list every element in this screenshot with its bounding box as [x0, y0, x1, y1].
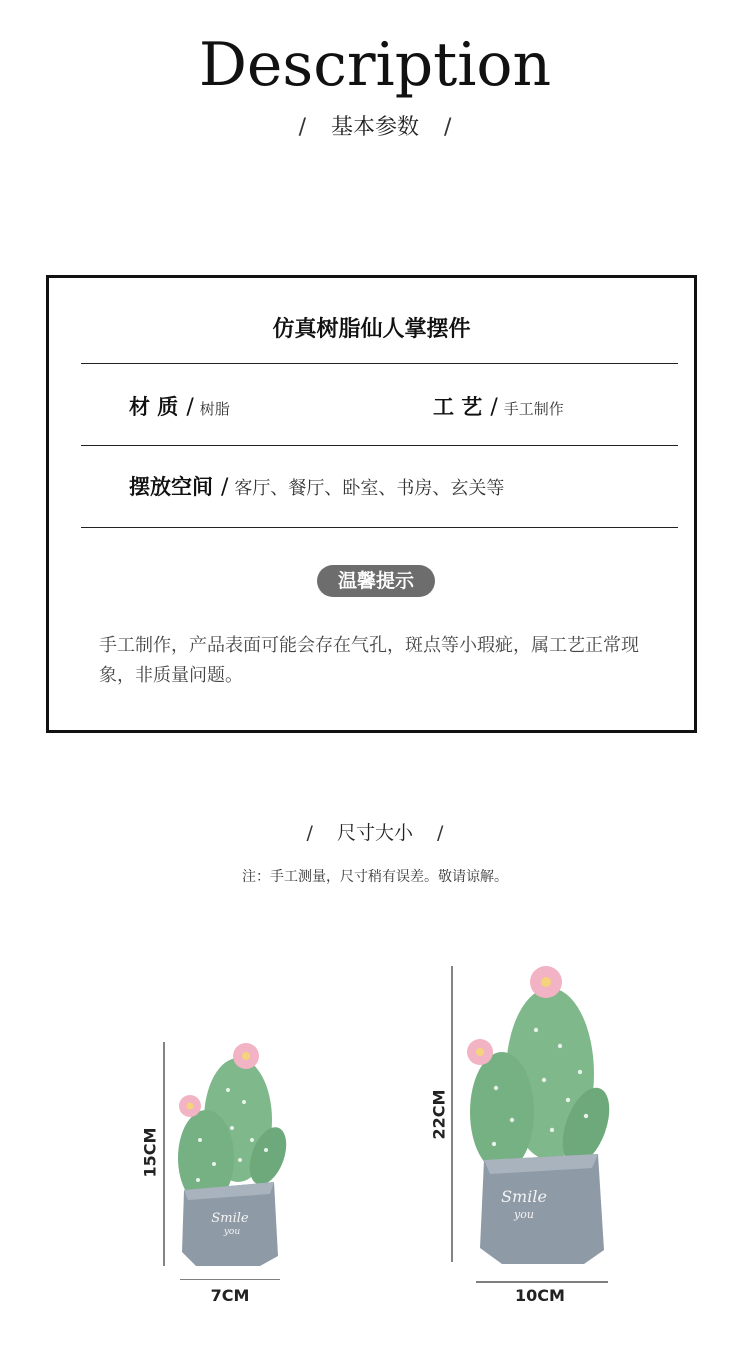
slash-right: / — [437, 822, 444, 844]
pot-text-smile: Smile — [211, 1211, 249, 1226]
spec-box — [46, 275, 697, 733]
large-width-label: 10CM — [515, 1286, 565, 1305]
small-width-label: 7CM — [210, 1286, 250, 1305]
slash-left: / — [306, 822, 313, 844]
pot-text-smile: Smile — [501, 1187, 547, 1206]
sep: / — [221, 475, 229, 500]
spec-craft — [433, 391, 564, 421]
page-title: Description — [198, 30, 552, 100]
subtitle-text: 基本参数 — [330, 115, 419, 140]
product-name: 仿真树脂仙人掌摆件 — [272, 317, 471, 342]
craft-key: 工 艺 — [433, 395, 483, 419]
sep: / — [186, 395, 194, 420]
material-key: 材 质 — [129, 395, 179, 419]
divider — [81, 527, 678, 528]
size-note: 注：手工测量，尺寸稍有误差。敬请谅解。 — [242, 869, 508, 885]
spec-material — [129, 391, 230, 421]
divider — [81, 445, 678, 446]
size-heading — [0, 818, 750, 845]
slash-left: / — [298, 115, 306, 140]
sep: / — [490, 395, 498, 420]
tips-text: 手工制作，产品表面可能会存在气孔，斑点等小瑕疵，属工艺正常现象，非质量问题。 — [99, 635, 639, 686]
size-heading-text: 尺寸大小 — [336, 822, 413, 844]
space-value: 客厅、餐厅、卧室、书房、玄关等 — [234, 478, 505, 499]
small-height-label: 15CM — [140, 1127, 160, 1178]
tips-badge: 温馨提示 — [317, 565, 435, 597]
small-cactus-image — [140, 1030, 310, 1280]
divider — [81, 363, 678, 364]
material-value: 树脂 — [199, 400, 230, 418]
large-height-label: 22CM — [429, 1089, 449, 1140]
craft-value: 手工制作 — [503, 400, 564, 418]
page-subtitle — [0, 110, 750, 141]
large-cactus-image — [440, 960, 620, 1285]
slash-right: / — [444, 115, 452, 140]
space-key: 摆放空间 — [129, 475, 213, 499]
spec-space — [129, 471, 504, 501]
pot-text-you: you — [223, 1227, 241, 1237]
pot-text-you: you — [514, 1208, 534, 1221]
